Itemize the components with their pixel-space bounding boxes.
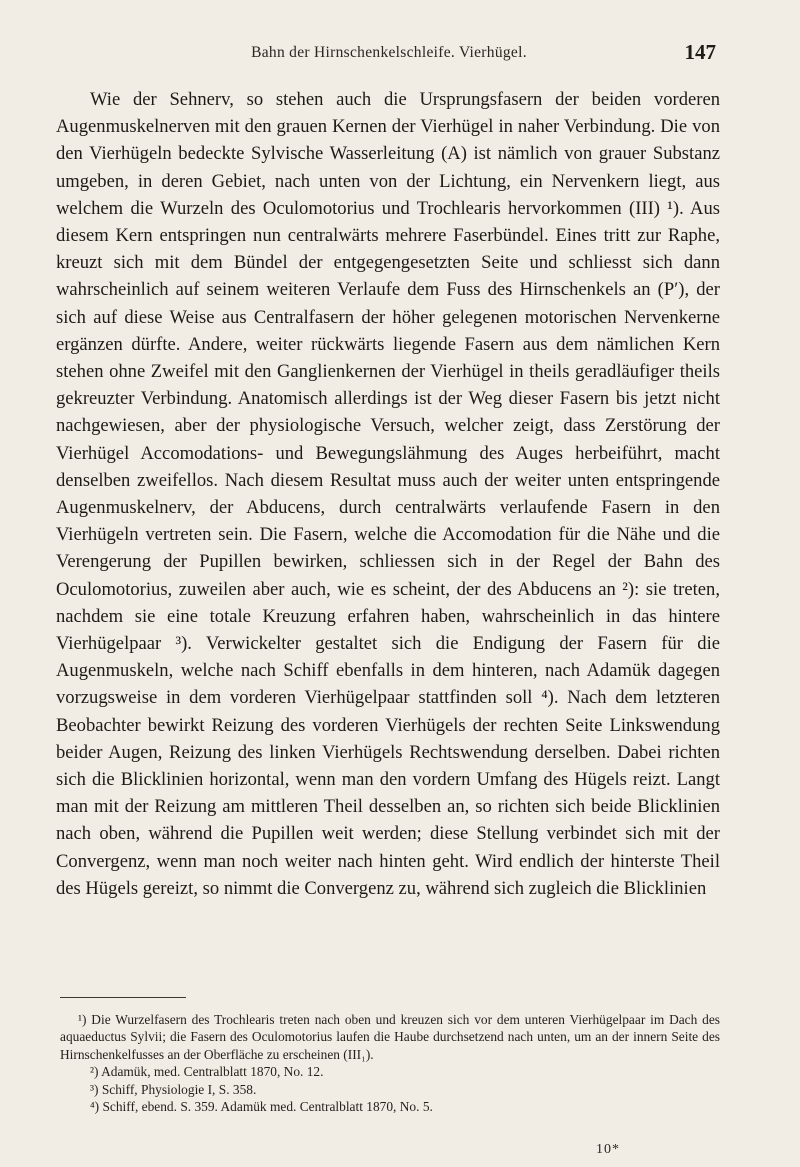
- footnote-1: ¹) Die Wurzelfasern des Trochlearis treten nach oben und kreuzen sich vor dem unteren Vierhügelpaar im Dach des aquaeductus Sylvii; die Fasern des Oculomotorius laufen die Haube durchsetzend nach unten, um an der innern Seite des Hirnschenkelfusses an der Oberfläche zu erscheinen (III₁).: [60, 1012, 720, 1062]
- footnotes: [60, 1011, 720, 1115]
- footnote-divider: [60, 997, 186, 998]
- running-title: Bahn der Hirnschenkelschleife. Vierhügel.: [251, 44, 527, 61]
- signature-mark: 10*: [596, 1142, 620, 1157]
- footnote-3: ³) Schiff, Physiologie I, S. 358.: [90, 1081, 257, 1097]
- page-number: 147: [684, 40, 716, 64]
- footnote-4: ⁴) Schiff, ebend. S. 359. Adamük med. Centralblatt 1870, No. 5.: [90, 1099, 433, 1115]
- footnote-2: ²) Adamük, med. Centralblatt 1870, No. 12.: [90, 1064, 324, 1080]
- body-paragraph: Wie der Sehnerv, so stehen auch die Ursprungsfasern der beiden vorderen Augenmuskelnerven mit den grauen Kernen der Vierhügel in naher Verbindung. Die von den Vierhügeln bedeckte Sylvische Wasserleitung (A) ist nämlich von grauer Substanz umgeben, in deren Gebiet, nach unten von der Lichtung, ein Nervenkern liegt, aus welchem die Wurzeln des Oculomotorius und Trochlearis hervorkommen (III) ¹). Aus diesem Kern entspringen nun centralwärts mehrere Faserbündel. Eines tritt zur Raphe, kreuzt sich mit dem Bündel der entgegengesetzten Seite und schliesst sich dann wahrscheinlich auf seinem weiteren Verlaufe dem Fuss des Hirnschenkels an (P′), der sich auf diese Weise aus Centralfasern der höher gelegenen motorischen Nervenkerne ergänzen dürfte. Andere, weiter rückwärts liegende Fasern aus dem nämlichen Kern stehen ohne Zweifel mit den Ganglienkernen der Vierhügel in theils geradläufiger theils gekreuzter Verbindung. Anatomisch allerdings ist der Weg dieser Fasern bis jetzt nicht nachgewiesen, aber der physiologische Versuch, welcher zeigt, dass Zerstörung der Vierhügel Accomodations- und Bewegungslähmung des Auges herbeiführt, macht denselben zweifellos. Nach diesem Resultat muss auch der weiter unten entspringende Augenmuskelnerv, der Abducens, durch centralwärts verlaufende Fasern in den Vierhügeln vertreten sein. Die Fasern, welche die Accomodation für die Nähe und die Verengerung der Pupillen bewirken, schliessen sich in der Regel der Bahn des Oculomotorius, zuweilen aber auch, wie es scheint, der des Abducens an ²): sie treten, nachdem sie eine totale Kreuzung erfahren haben, wahrscheinlich in das hintere Vierhügelpaar ³). Verwickelter gestaltet sich die Endigung der Fasern für die Augenmuskeln, welche nach Schiff ebenfalls in dem hinteren, nach Adamük dagegen vorzugsweise in dem vorderen Vierhügelpaar stattfinden soll ⁴). Nach dem letzteren Beobachter bewirkt Reizung des vorderen Vierhügels der rechten Seite Linkswendung beider Augen, Reizung des linken Vierhügels Rechtswendung derselben. Dabei richten sich die Blicklinien horizontal, wenn man den vordern Umfang des Hügels reizt. Langt man mit der Reizung am mittleren Theil desselben an, so richten sich beide Blicklinien nach oben, während die Pupillen weit werden; diese Stellung verbindet sich mit der Convergenz, wenn man noch weiter nach hinten geht. Wird endlich der hinterste Theil des Hügels gereizt, so nimmt die Convergenz zu, während sich zugleich die Blicklinien: [56, 89, 720, 899]
- main-text: [56, 86, 720, 902]
- running-header: [60, 40, 718, 70]
